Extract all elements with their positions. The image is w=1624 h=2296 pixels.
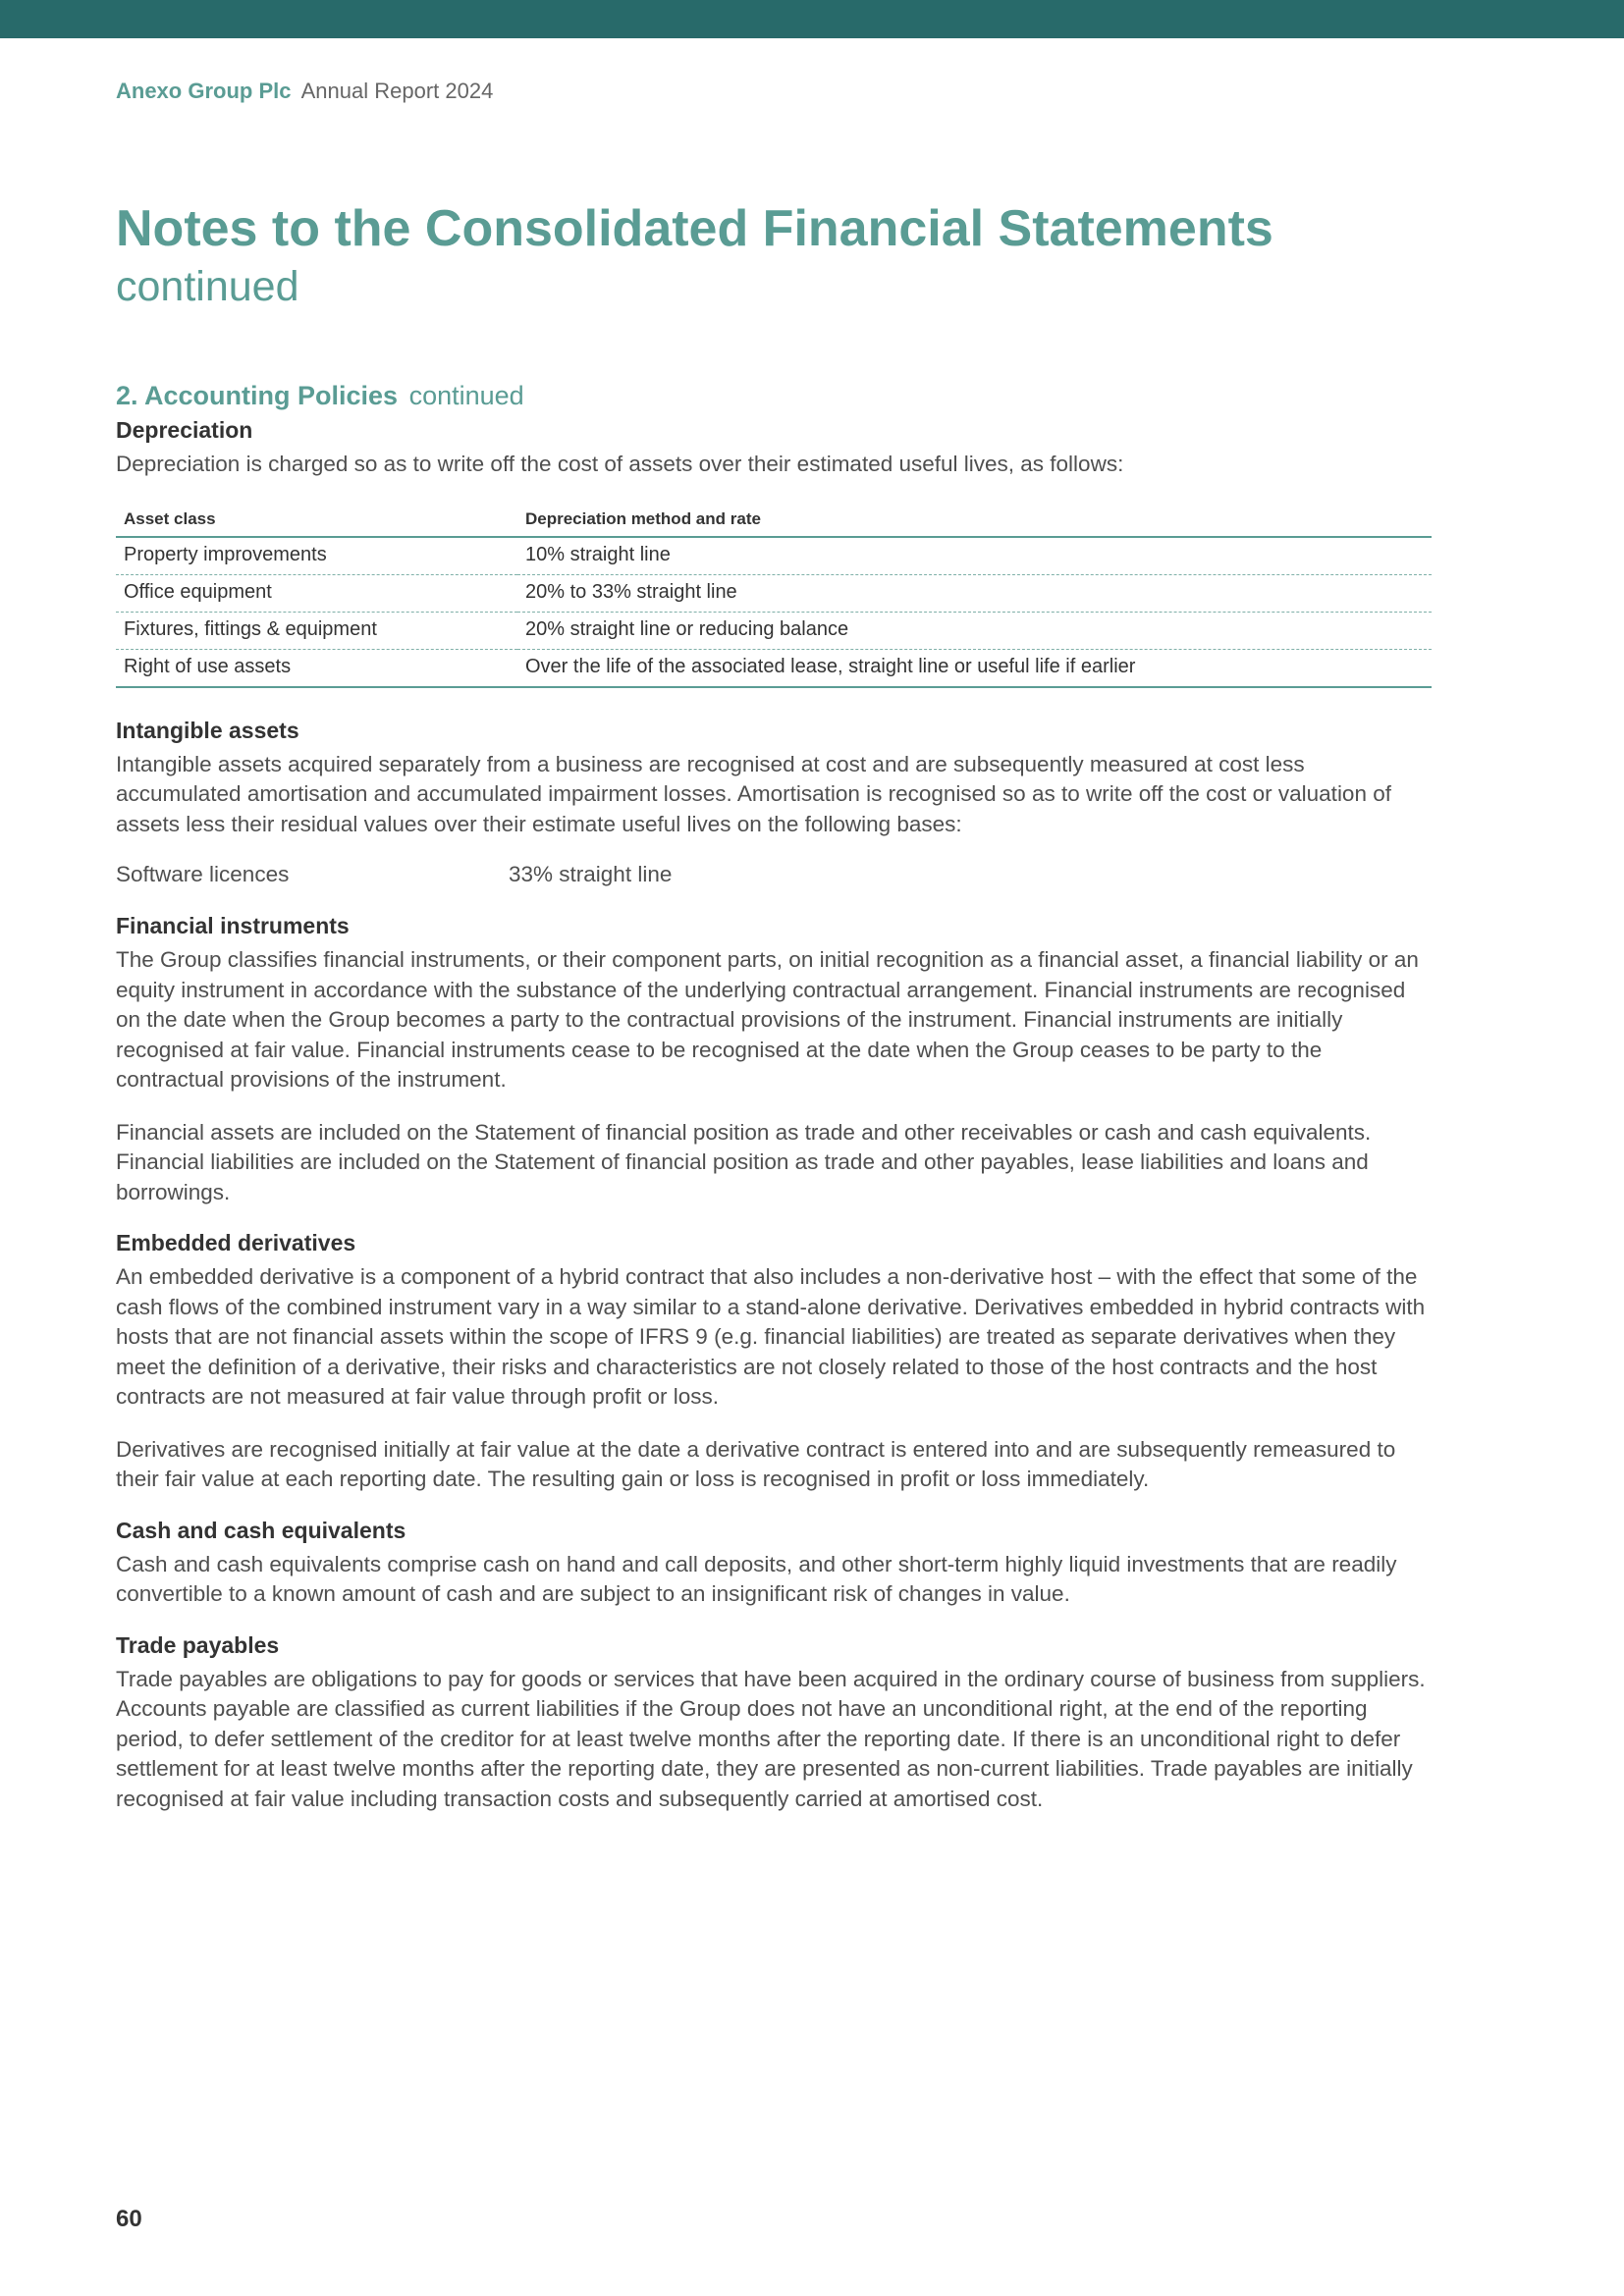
trade-text: Trade payables are obligations to pay for goods or services that have been acquired in the ordinary course of business from suppliers. Accounts payable are classified as current liabilities if the Group does not have an unconditional right, at the end of the reporting period, to defer settlement of the creditor for at least twelve months after the reporting date. If there is an unconditional right to defer settlement for at least twelve months after the reporting date, they are presented as non-current liabilities. Trade payables are initially recognised at fair value including transaction costs and subsequently carried at amortised cost.: [116, 1666, 1426, 1811]
asset-class-cell: Property improvements: [116, 537, 517, 575]
table-row: [116, 574, 1432, 612]
depreciation-intro: Depreciation is charged so as to write off the cost of assets over their estimated useful lives, as follows:: [116, 452, 1124, 476]
report-name: Annual Report 2024: [300, 79, 494, 103]
financial-paragraph-1: The Group classifies financial instruments, or their component parts, on initial recognition as a financial asset, a financial liability or an equity instrument in accordance with the substance of the underlying contractual arrangement. Financial instruments are recognised on the date when the Group becomes a party to the contractual provisions of the instrument. Financial instruments are initially recognised at fair value. Financial instruments cease to be recognised at the date when the Group ceases to be party to the contractual provisions of the instrument.: [116, 947, 1419, 1092]
intangible-heading: Intangible assets: [116, 717, 299, 743]
section-continued: continued: [408, 381, 524, 410]
software-licences-label: Software licences: [116, 862, 290, 886]
depreciation-table: [116, 503, 1432, 688]
software-licences-row: [116, 862, 1432, 887]
asset-class-cell: Right of use assets: [116, 649, 517, 687]
page-number: 60: [116, 2206, 142, 2232]
method-cell: 10% straight line: [517, 537, 1432, 575]
trade-heading: Trade payables: [116, 1631, 280, 1658]
embedded-paragraph-1: An embedded derivative is a component of a hybrid contract that also includes a non-derivative host – with the effect that some of the cash flows of the combined instrument vary in a way similar to a stand-alone derivative. Derivatives embedded in hybrid contracts with hosts that are not financial assets within the scope of IFRS 9 (e.g. financial liabilities) are treated as separate derivatives when they meet the definition of a derivative, their risks and characteristics are not closely related to those of the host contracts and the host contracts are not measured at fair value through profit or loss.: [116, 1264, 1426, 1409]
asset-class-cell: Office equipment: [116, 574, 517, 612]
running-header: [116, 79, 493, 104]
cash-heading: Cash and cash equivalents: [116, 1517, 406, 1543]
embedded-heading: Embedded derivatives: [116, 1230, 356, 1255]
section-number-title: 2. Accounting Policies: [116, 381, 399, 410]
table-header-row: [116, 503, 1432, 537]
column-header-asset-class: Asset class: [116, 503, 517, 537]
main-content: [116, 381, 1432, 1837]
section-title: [116, 381, 1432, 411]
column-header-method: Depreciation method and rate: [517, 503, 1432, 537]
financial-heading: Financial instruments: [116, 913, 350, 938]
method-cell: 20% to 33% straight line: [517, 574, 1432, 612]
software-licences-rate: 33% straight line: [509, 862, 673, 886]
table-row: [116, 537, 1432, 575]
financial-paragraph-2: Financial assets are included on the Statement of financial position as trade and other receivables or cash and cash equivalents. Financial liabilities are included on the Statement of financial position as trade and other payables, lease liabilities and loans and borrowings.: [116, 1119, 1372, 1204]
depreciation-heading: Depreciation: [116, 417, 253, 443]
top-color-bar: [0, 0, 1624, 38]
method-cell: 20% straight line or reducing balance: [517, 612, 1432, 649]
cash-text: Cash and cash equivalents comprise cash on hand and call deposits, and other short-term highly liquid investments that are readily convertible to a known amount of cash and are subject to an insignificant risk of changes in value.: [116, 1551, 1397, 1606]
method-cell: Over the life of the associated lease, straight line or useful life if earlier: [517, 649, 1432, 687]
asset-class-cell: Fixtures, fittings & equipment: [116, 612, 517, 649]
company-name: Anexo Group Plc: [116, 79, 292, 103]
page-subtitle: continued: [116, 263, 299, 310]
table-row: [116, 649, 1432, 687]
page-title: Notes to the Consolidated Financial Statements: [116, 200, 1273, 257]
embedded-paragraph-2: Derivatives are recognised initially at fair value at the date a derivative contract is entered into and are subsequently remeasured to their fair value at each reporting date. The resulting gain or loss is recognised in profit or loss immediately.: [116, 1436, 1396, 1491]
table-row: [116, 612, 1432, 649]
intangible-text: Intangible assets acquired separately from a business are recognised at cost and are subsequently measured at cost less accumulated amortisation and accumulated impairment losses. Amortisation is recognised so as to write off the cost or valuation of assets less their residual values over their estimate useful lives on the following bases:: [116, 751, 1391, 836]
